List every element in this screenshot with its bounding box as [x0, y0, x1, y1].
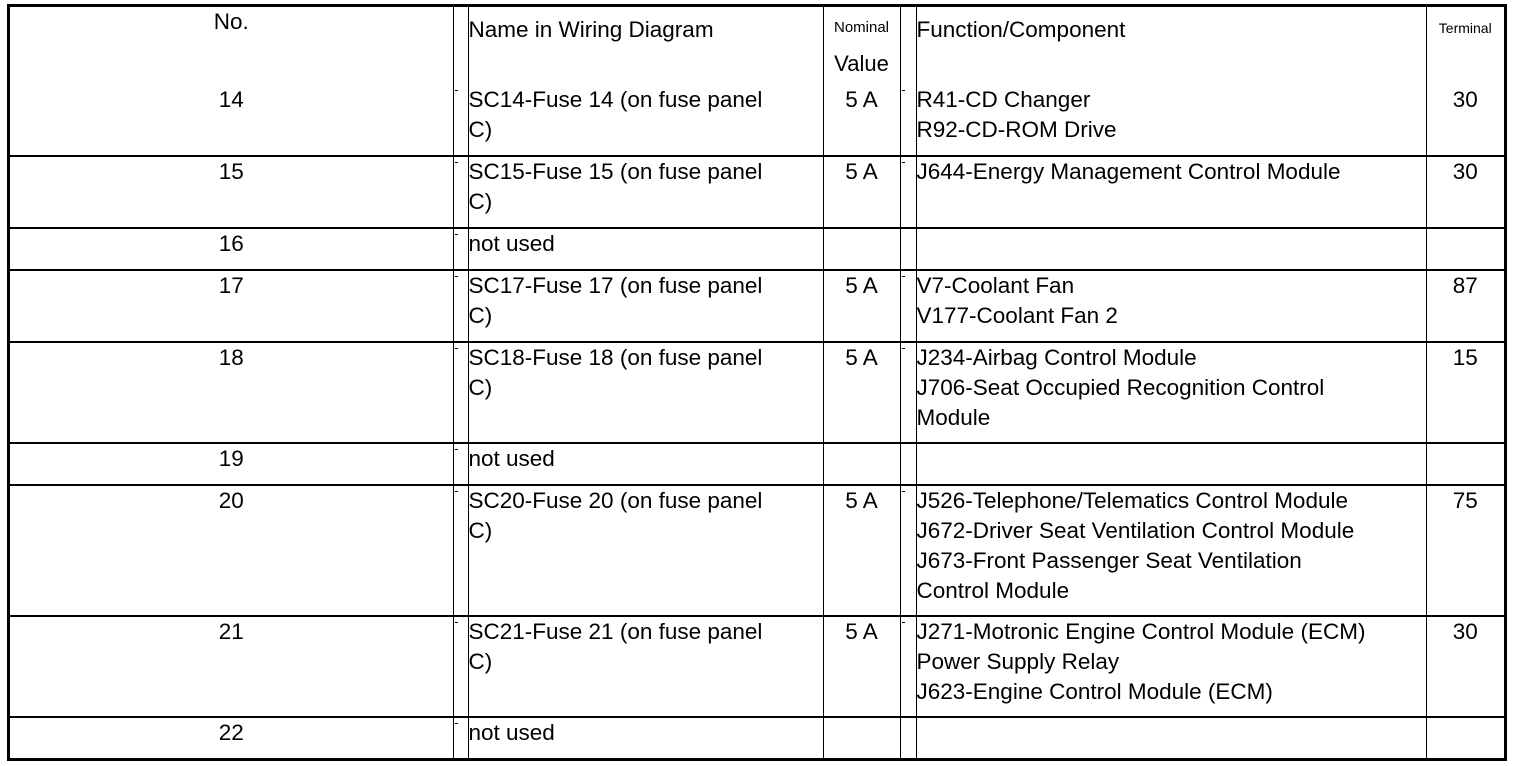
- wiring-diagram-name-line: not used: [468, 446, 555, 471]
- function-component-line: J271-Motronic Engine Control Module (ECM): [916, 619, 1366, 644]
- function-component-line: J644-Energy Management Control Module: [916, 159, 1341, 184]
- table-row: [10, 85, 1504, 156]
- wiring-diagram-name-line: C): [468, 117, 493, 142]
- function-component: [916, 443, 1426, 485]
- wiring-diagram-name: [468, 156, 823, 228]
- function-component: [916, 616, 1426, 717]
- table-row: [10, 616, 1504, 717]
- function-component-line: R41-CD Changer: [916, 87, 1091, 112]
- wiring-diagram-name-line: not used: [468, 720, 555, 745]
- wiring-diagram-name: [468, 717, 823, 758]
- fuse-table: [10, 7, 1504, 758]
- function-component-line: J234-Airbag Control Module: [916, 345, 1197, 370]
- function-component: [916, 270, 1426, 342]
- header-name: Name in Wiring Diagram: [468, 7, 823, 85]
- terminal: [1426, 717, 1504, 758]
- fuse-number: 14: [10, 85, 453, 156]
- nominal-value: 5 A: [823, 270, 900, 342]
- nominal-value: 5 A: [823, 156, 900, 228]
- fuse-number: 21: [10, 616, 453, 717]
- function-component: [916, 85, 1426, 156]
- table-row: [10, 228, 1504, 270]
- wiring-diagram-name-line: SC17-Fuse 17 (on fuse panel: [468, 273, 763, 298]
- wiring-diagram-name-line: SC15-Fuse 15 (on fuse panel: [468, 159, 763, 184]
- wiring-diagram-name-line: SC21-Fuse 21 (on fuse panel: [468, 619, 763, 644]
- function-component-line: J672-Driver Seat Ventilation Control Module: [916, 518, 1355, 543]
- fuse-number: 19: [10, 443, 453, 485]
- fuse-number: 15: [10, 156, 453, 228]
- spacer-cell: [453, 717, 468, 758]
- spacer-cell: [900, 443, 916, 485]
- wiring-diagram-name-line: not used: [468, 231, 555, 256]
- function-component-line: J526-Telephone/Telematics Control Module: [916, 488, 1348, 513]
- header-terminal: [1426, 7, 1504, 85]
- nominal-value: [823, 717, 900, 758]
- spacer-cell: [900, 156, 916, 228]
- function-component-line: Control Module: [916, 578, 1070, 603]
- wiring-diagram-name: [468, 85, 823, 156]
- wiring-diagram-name-line: SC20-Fuse 20 (on fuse panel: [468, 488, 763, 513]
- spacer-cell: [453, 485, 468, 616]
- wiring-diagram-name-line: C): [468, 518, 493, 543]
- table-row: [10, 443, 1504, 485]
- terminal: 75: [1426, 485, 1504, 616]
- wiring-diagram-name-line: C): [468, 189, 493, 214]
- terminal: 87: [1426, 270, 1504, 342]
- spacer-cell: [453, 270, 468, 342]
- function-component-line: J623-Engine Control Module (ECM): [916, 679, 1273, 704]
- function-component-line: V7-Coolant Fan: [916, 273, 1075, 298]
- table-row: [10, 270, 1504, 342]
- spacer-cell: [453, 342, 468, 443]
- fuse-number: 18: [10, 342, 453, 443]
- table-header-row: [10, 7, 1504, 85]
- wiring-diagram-name: [468, 443, 823, 485]
- function-component-line: Power Supply Relay: [916, 649, 1120, 674]
- wiring-diagram-name-line: C): [468, 649, 493, 674]
- terminal: 15: [1426, 342, 1504, 443]
- nominal-value: 5 A: [823, 616, 900, 717]
- spacer-cell: [453, 85, 468, 156]
- function-component-line: V177-Coolant Fan 2: [916, 303, 1118, 328]
- wiring-diagram-name-line: SC14-Fuse 14 (on fuse panel: [468, 87, 763, 112]
- header-terminal-label: Terminal: [1438, 20, 1492, 36]
- function-component: [916, 342, 1426, 443]
- table-row: [10, 156, 1504, 228]
- terminal: [1426, 228, 1504, 270]
- fuse-number: 22: [218, 720, 244, 745]
- nominal-value: [823, 443, 900, 485]
- function-component-line: Module: [916, 405, 991, 430]
- function-component: [916, 717, 1426, 758]
- terminal: 30: [1426, 616, 1504, 717]
- spacer-cell: [453, 228, 468, 270]
- function-component: [916, 485, 1426, 616]
- wiring-diagram-name: [468, 270, 823, 342]
- wiring-diagram-name: [468, 228, 823, 270]
- header-nominal-bottom: Value: [834, 51, 889, 76]
- spacer-cell: [900, 270, 916, 342]
- function-component: [916, 156, 1426, 228]
- nominal-value: 5 A: [823, 85, 900, 156]
- wiring-diagram-name-line: C): [468, 375, 493, 400]
- wiring-diagram-name-line: SC18-Fuse 18 (on fuse panel: [468, 345, 763, 370]
- spacer-cell: [900, 7, 916, 85]
- nominal-value: 5 A: [823, 342, 900, 443]
- table-row: [10, 342, 1504, 443]
- wiring-diagram-name-line: C): [468, 303, 493, 328]
- terminal: [1426, 443, 1504, 485]
- function-component: [916, 228, 1426, 270]
- spacer-cell: [900, 717, 916, 758]
- table-row: [10, 717, 1504, 758]
- nominal-value: [823, 228, 900, 270]
- spacer-cell: [453, 616, 468, 717]
- spacer-cell: [453, 443, 468, 485]
- spacer-cell: [453, 156, 468, 228]
- spacer-cell: [900, 85, 916, 156]
- function-component-line: J673-Front Passenger Seat Ventilation: [916, 548, 1302, 573]
- header-function: Function/Component: [916, 7, 1426, 85]
- terminal: 30: [1426, 156, 1504, 228]
- fuse-number: 16: [10, 228, 453, 270]
- nominal-value: 5 A: [823, 485, 900, 616]
- fuse-table-frame: [7, 4, 1507, 761]
- wiring-diagram-name: [468, 616, 823, 717]
- header-nominal-top: Nominal: [833, 19, 890, 36]
- header-nominal-value: [823, 7, 900, 85]
- wiring-diagram-name: [468, 342, 823, 443]
- function-component-line: R92-CD-ROM Drive: [916, 117, 1117, 142]
- header-no: No.: [213, 9, 249, 34]
- fuse-number: 17: [10, 270, 453, 342]
- spacer-cell: [900, 616, 916, 717]
- spacer-cell: [900, 342, 916, 443]
- terminal: 30: [1426, 85, 1504, 156]
- spacer-cell: [900, 228, 916, 270]
- table-row: [10, 485, 1504, 616]
- wiring-diagram-name: [468, 485, 823, 616]
- function-component-line: J706-Seat Occupied Recognition Control: [916, 375, 1325, 400]
- spacer-cell: [900, 485, 916, 616]
- table-body: [10, 85, 1504, 758]
- fuse-number: 20: [10, 485, 453, 616]
- spacer-cell: [453, 7, 468, 85]
